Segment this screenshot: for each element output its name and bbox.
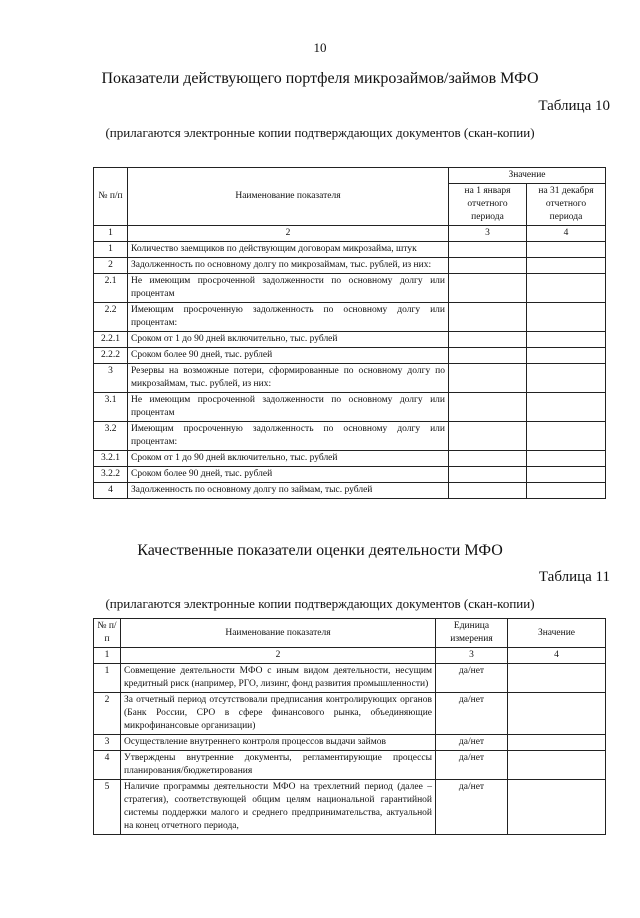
value-cell <box>527 303 606 332</box>
value-cell <box>449 422 527 451</box>
t11-colnum: 2 <box>121 648 436 664</box>
row-number: 3.2 <box>94 422 128 451</box>
row-number: 2 <box>94 258 128 274</box>
t10-colnum: 3 <box>449 226 527 242</box>
value-cell <box>527 364 606 393</box>
table11-note: (прилагаются электронные копии подтверждающих документов (скан-копии) <box>105 596 535 611</box>
value-cell <box>527 483 606 499</box>
t10-header-num: № п/п <box>94 168 128 226</box>
row-number: 4 <box>94 483 128 499</box>
table-row <box>94 242 606 258</box>
row-name: Имеющим просроченную задолженность по основному долгу или процентам: <box>128 303 449 332</box>
row-number: 3 <box>94 364 128 393</box>
value-cell <box>527 258 606 274</box>
table-row <box>94 735 606 751</box>
row-number: 2.2.1 <box>94 332 128 348</box>
t11-header-num: № п/п <box>94 619 121 648</box>
value-cell <box>449 258 527 274</box>
t10-colnum: 2 <box>128 226 449 242</box>
table-row <box>94 751 606 780</box>
value-cell <box>508 735 606 751</box>
row-number: 5 <box>94 780 121 835</box>
row-number: 2.2.2 <box>94 348 128 364</box>
table11-label: Таблица 11 <box>538 569 610 585</box>
value-cell <box>527 393 606 422</box>
t10-colnum: 1 <box>94 226 128 242</box>
table-row <box>94 348 606 364</box>
value-cell <box>449 393 527 422</box>
row-number: 1 <box>94 664 121 693</box>
row-number: 1 <box>94 242 128 258</box>
table-row <box>94 664 606 693</box>
table11-title: Качественные показатели оценки деятельности МФО <box>137 542 503 559</box>
row-name: Сроком от 1 до 90 дней включительно, тыс. рублей <box>128 451 449 467</box>
row-name: Утверждены внутренние документы, регламентирующие процессы планирования/бюджетирования <box>121 751 436 780</box>
table10-label: Таблица 10 <box>538 98 610 114</box>
row-name: Количество заемщиков по действующим договорам микрозайма, штук <box>128 242 449 258</box>
table-row <box>94 451 606 467</box>
row-name: Наличие программы деятельности МФО на трехлетний период (далее – стратегия), соответствующей общим целям национальной гарантийной системы поддержки малого и среднего предпринимательства, актуальной на конец отчетного периода, <box>121 780 436 835</box>
unit-cell: да/нет <box>436 780 508 835</box>
value-cell <box>508 751 606 780</box>
value-cell <box>508 693 606 735</box>
value-cell <box>527 348 606 364</box>
table-row <box>94 303 606 332</box>
value-cell <box>527 467 606 483</box>
unit-cell: да/нет <box>436 664 508 693</box>
row-name: Сроком более 90 дней, тыс. рублей <box>128 348 449 364</box>
value-cell <box>449 483 527 499</box>
row-name: Имеющим просроченную задолженность по основному долгу или процентам: <box>128 422 449 451</box>
row-number: 2.2 <box>94 303 128 332</box>
t11-header-value: Значение <box>508 619 606 648</box>
t10-header-name: Наименование показателя <box>128 168 449 226</box>
t11-header-name: Наименование показателя <box>121 619 436 648</box>
t11-colnum: 3 <box>436 648 508 664</box>
value-cell <box>527 242 606 258</box>
table-row <box>94 393 606 422</box>
unit-cell: да/нет <box>436 693 508 735</box>
page-number: 10 <box>313 40 327 55</box>
row-name: За отчетный период отсутствовали предписания контролирующих органов (Банк России, СРО в сфере финансового рынка, объединяющие микрофинансовые организации) <box>121 693 436 735</box>
table-row <box>94 422 606 451</box>
value-cell <box>449 451 527 467</box>
row-name: Не имеющим просроченной задолженности по основному долгу или процентам <box>128 393 449 422</box>
table10 <box>93 167 606 499</box>
value-cell <box>527 422 606 451</box>
row-name: Сроком более 90 дней, тыс. рублей <box>128 467 449 483</box>
value-cell <box>527 274 606 303</box>
row-name: Осуществление внутреннего контроля процессов выдачи займов <box>121 735 436 751</box>
table-row <box>94 274 606 303</box>
t11-colnum: 1 <box>94 648 121 664</box>
t10-colnum: 4 <box>527 226 606 242</box>
row-name: Задолженность по основному долгу по займам, тыс. рублей <box>128 483 449 499</box>
t11-header-unit: Единица измерения <box>436 619 508 648</box>
value-cell <box>449 364 527 393</box>
row-name: Задолженность по основному долгу по микрозаймам, тыс. рублей, из них: <box>128 258 449 274</box>
value-cell <box>449 348 527 364</box>
value-cell <box>527 451 606 467</box>
value-cell <box>508 780 606 835</box>
row-number: 3.2.1 <box>94 451 128 467</box>
row-number: 3.1 <box>94 393 128 422</box>
row-name: Совмещение деятельности МФО с иным видом деятельности, несущим кредитный риск (например, РГО, лизинг, фонд развития промышленности) <box>121 664 436 693</box>
row-number: 2.1 <box>94 274 128 303</box>
value-cell <box>449 467 527 483</box>
table-row <box>94 693 606 735</box>
row-name: Сроком от 1 до 90 дней включительно, тыс. рублей <box>128 332 449 348</box>
row-number: 3.2.2 <box>94 467 128 483</box>
unit-cell: да/нет <box>436 735 508 751</box>
t10-header-jan: на 1 января отчетного периода <box>449 184 527 226</box>
value-cell <box>449 242 527 258</box>
table-row <box>94 258 606 274</box>
t10-header-dec: на 31 декабря отчетного периода <box>527 184 606 226</box>
value-cell <box>527 332 606 348</box>
row-name: Не имеющим просроченной задолженности по основному долгу или процентам <box>128 274 449 303</box>
value-cell <box>449 332 527 348</box>
table11 <box>93 618 606 835</box>
table-row <box>94 780 606 835</box>
table-row <box>94 483 606 499</box>
value-cell <box>449 303 527 332</box>
t11-colnum: 4 <box>508 648 606 664</box>
t10-header-value: Значение <box>449 168 606 184</box>
unit-cell: да/нет <box>436 751 508 780</box>
row-number: 2 <box>94 693 121 735</box>
table10-note: (прилагаются электронные копии подтверждающих документов (скан-копии) <box>105 125 535 140</box>
row-name: Резервы на возможные потери, сформированные по основному долгу по микрозаймам, тыс. рублей, из них: <box>128 364 449 393</box>
value-cell <box>508 664 606 693</box>
value-cell <box>449 274 527 303</box>
table-row <box>94 467 606 483</box>
table-row <box>94 364 606 393</box>
table10-title: Показатели действующего портфеля микрозаймов/займов МФО <box>101 70 539 87</box>
row-number: 3 <box>94 735 121 751</box>
table-row <box>94 332 606 348</box>
row-number: 4 <box>94 751 121 780</box>
